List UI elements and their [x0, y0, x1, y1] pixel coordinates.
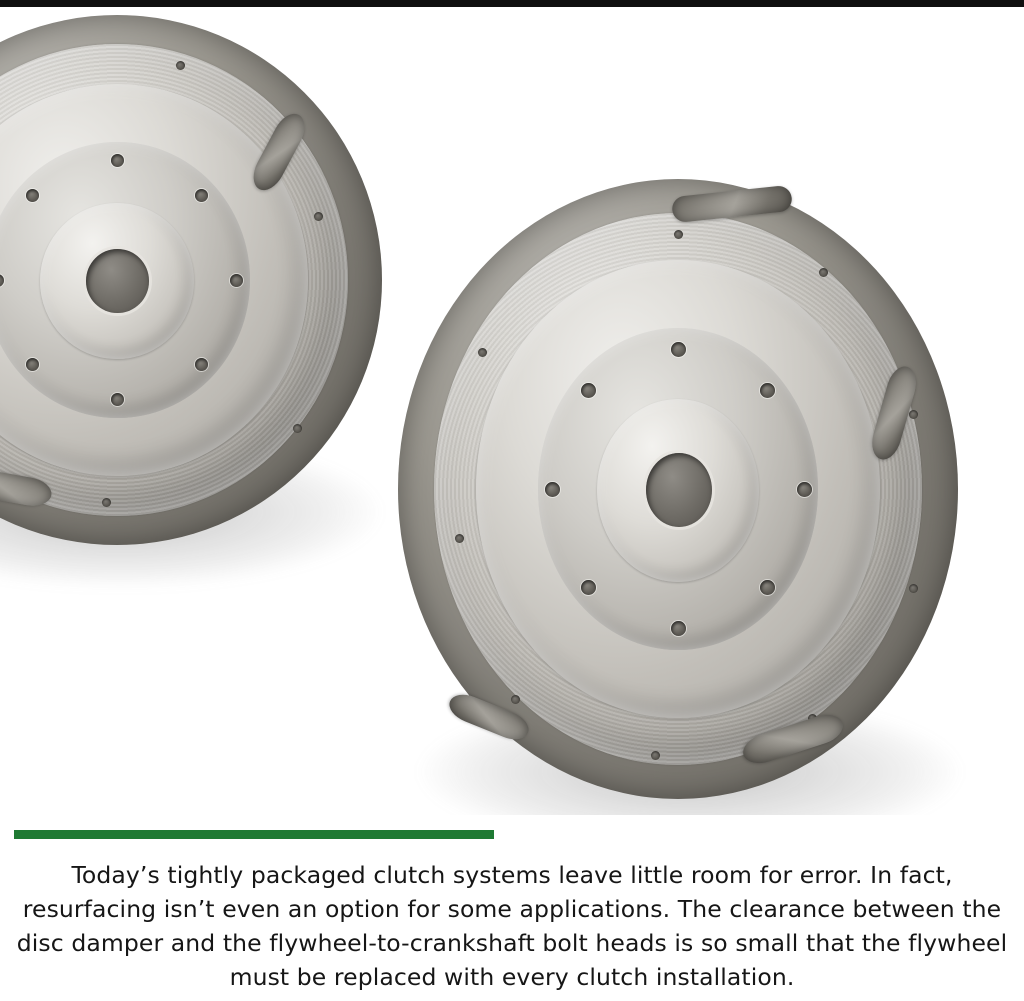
center-bore	[646, 453, 712, 527]
rim-dowel-hole	[478, 348, 487, 357]
rim-dowel-hole	[674, 230, 683, 239]
hub-bolt-hole	[671, 621, 686, 636]
hub-bolt-hole	[111, 154, 124, 167]
rim-dowel-hole	[909, 584, 918, 593]
top-divider	[0, 0, 1024, 7]
rim-dowel-hole	[909, 410, 918, 419]
hub-bolt-hole	[230, 274, 243, 287]
hub-bolt-hole	[111, 393, 124, 406]
rim-dowel-hole	[102, 498, 111, 507]
accent-bar	[14, 830, 494, 839]
product-photo-area	[0, 7, 1024, 815]
hub-bolt-hole	[26, 358, 39, 371]
hub-bolt-hole	[760, 580, 775, 595]
rim-dowel-hole	[819, 268, 828, 277]
hub-bolt-hole	[545, 482, 560, 497]
hub-bolt-hole	[195, 189, 208, 202]
hub-bolt-hole	[760, 383, 775, 398]
rim-dowel-hole	[176, 61, 185, 70]
hub-bolt-hole	[671, 342, 686, 357]
flywheel-right	[398, 179, 958, 799]
rim-dowel-hole	[314, 212, 323, 221]
center-bore	[86, 249, 149, 313]
hub-bolt-hole	[797, 482, 812, 497]
rim-dowel-hole	[293, 424, 302, 433]
hub-bolt-hole	[195, 358, 208, 371]
product-description-caption: Today’s tightly packaged clutch systems leave little room for error. In fact, resurfacing isn’t even an option for some applications. The clearance between the disc damper and the flywheel-to-crankshaft bolt heads is so small that the flywheel must be replaced with every clutch installation.	[16, 861, 1008, 991]
